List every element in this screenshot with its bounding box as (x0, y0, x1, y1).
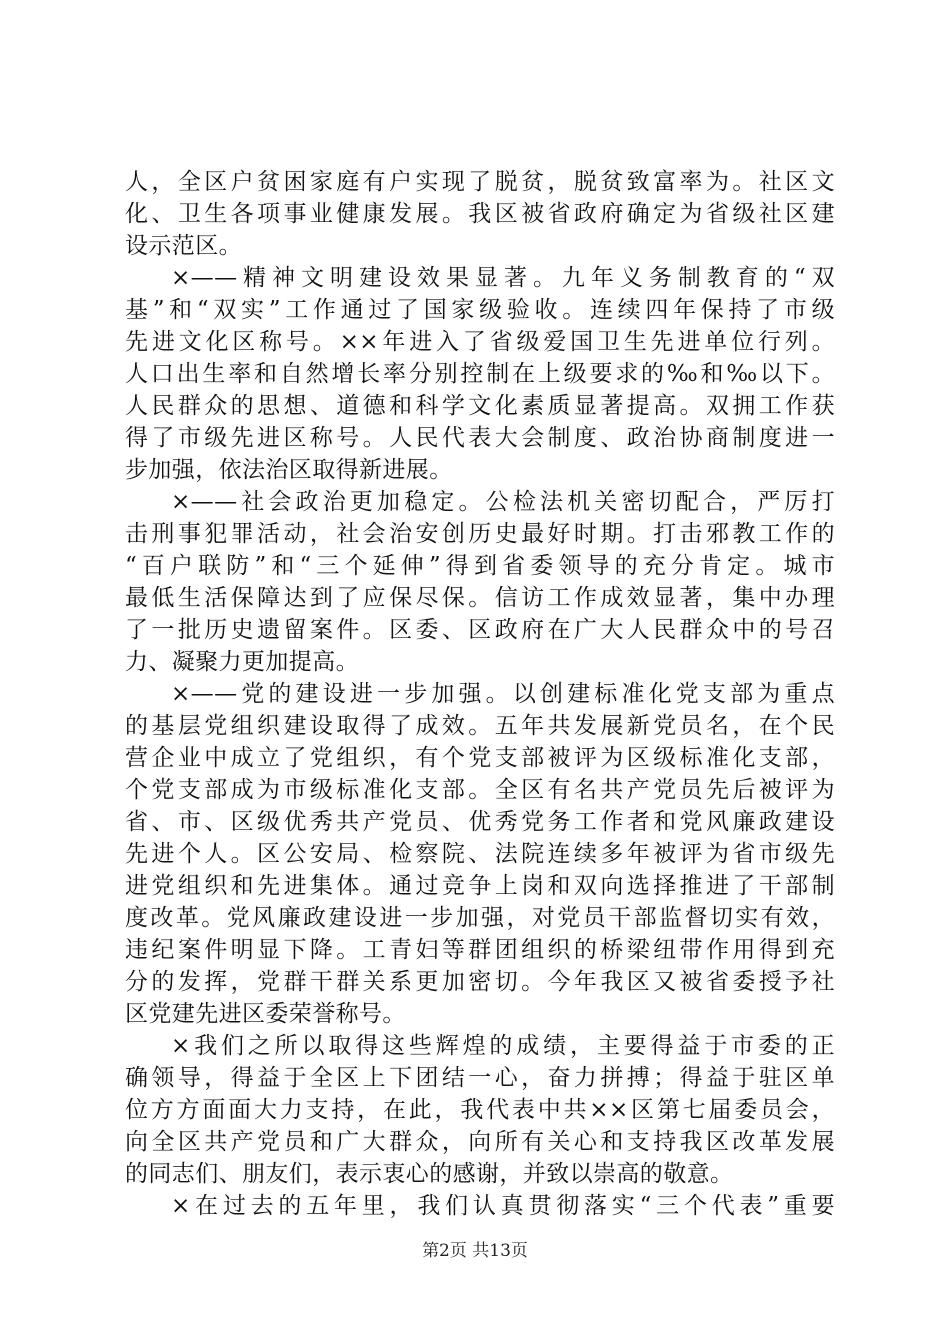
text-line: 先进个人。区公安局、检察院、法院连续多年被评为省市级先 (125, 841, 835, 867)
text-line: 区党建先进区委荣誉称号。 (125, 1001, 406, 1027)
text-line: 得了市级先进区称号。人民代表大会制度、政治协商制度进一 (125, 425, 835, 451)
text-line: 营企业中成立了党组织，有个党支部被评为区级标准化支部， (125, 745, 835, 771)
text-line: 分的发挥，党群干群关系更加密切。今年我区又被省委授予社 (125, 969, 835, 995)
paragraph-start-line: ×——党的建设进一步加强。以创建标准化党支部为重点 (171, 681, 835, 707)
text-line: 向全区共产党员和广大群众，向所有关心和支持我区改革发展 (125, 1129, 835, 1155)
paragraph-start-line: ×在过去的五年里，我们认真贯彻落实“三个代表”重要 (171, 1193, 835, 1219)
text-line: 进党组织和先进集体。通过竞争上岗和双向选择推进了干部制 (125, 873, 835, 899)
text-line: 的基层党组织建设取得了成效。五年共发展新党员名，在个民 (125, 713, 835, 739)
text-line: 了一批历史遗留案件。区委、区政府在广大人民群众中的号召 (125, 617, 835, 643)
text-line: 基”和“双实”工作通过了国家级验收。连续四年保持了市级 (125, 297, 835, 323)
text-line: 化、卫生各项事业健康发展。我区被省政府确定为省级社区建 (125, 201, 835, 227)
text-line: 确领导，得益于全区上下团结一心，奋力拼搏；得益于驻区单 (125, 1065, 835, 1091)
paragraph-start-line: ×——社会政治更加稳定。公检法机关密切配合，严厉打 (171, 489, 835, 515)
paragraph-start-line: ×——精神文明建设效果显著。九年义务制教育的“双 (171, 265, 835, 291)
text-line: 省、市、区级优秀共产党员、优秀党务工作者和党风廉政建设 (125, 809, 835, 835)
text-line: 设示范区。 (125, 233, 242, 259)
text-line: “百户联防”和“三个延伸”得到省委领导的充分肯定。城市 (125, 553, 835, 579)
text-line: 人口出生率和自然增长率分别控制在上级要求的‰和‰以下。 (125, 361, 835, 387)
text-line: 违纪案件明显下降。工青妇等群团组织的桥梁纽带作用得到充 (125, 937, 835, 963)
text-line: 人，全区户贫困家庭有户实现了脱贫，脱贫致富率为。社区文 (125, 169, 835, 195)
text-line: 位方方面面大力支持，在此，我代表中共××区第七届委员会， (125, 1097, 835, 1123)
text-line: 个党支部成为市级标准化支部。全区有名共产党员先后被评为 (125, 777, 835, 803)
text-line: 先进文化区称号。××年进入了省级爱国卫生先进单位行列。 (125, 329, 835, 355)
page-number-footer: 第2页 共13页 (422, 1241, 528, 1261)
text-line: 最低生活保障达到了应保尽保。信访工作成效显著，集中办理 (125, 585, 835, 611)
document-body (125, 166, 835, 1222)
text-line: 击刑事犯罪活动，社会治安创历史最好时期。打击邪教工作的 (125, 521, 835, 547)
text-line: 度改革。党风廉政建设进一步加强，对党员干部监督切实有效， (125, 905, 835, 931)
text-line: 人民群众的思想、道德和科学文化素质显著提高。双拥工作获 (125, 393, 835, 419)
text-line: 步加强，依法治区取得新进展。 (125, 457, 453, 483)
text-line: 力、凝聚力更加提高。 (125, 649, 359, 675)
paragraph-start-line: ×我们之所以取得这些辉煌的成绩，主要得益于市委的正 (171, 1033, 835, 1059)
text-line: 的同志们、朋友们，表示衷心的感谢，并致以崇高的敬意。 (125, 1161, 734, 1187)
